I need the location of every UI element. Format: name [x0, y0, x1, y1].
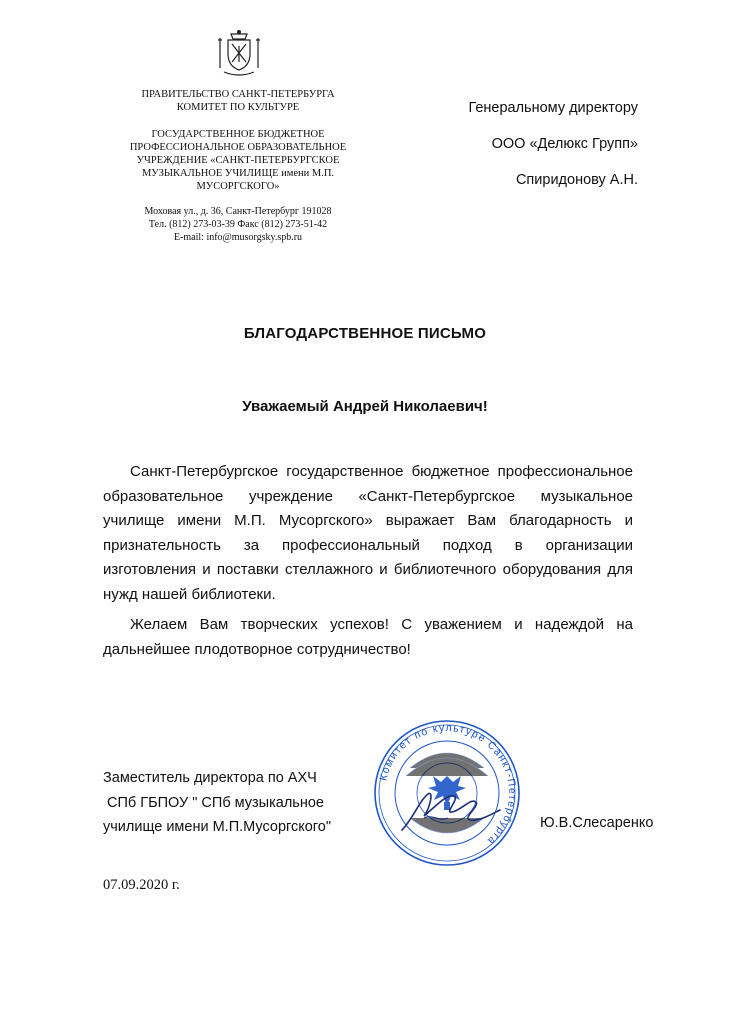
committee-line: КОМИТЕТ ПО КУЛЬТУРЕ [176, 102, 300, 113]
signer-position-line: СПб ГБПОУ " СПб музыкальное [103, 794, 324, 811]
letter-date: 07.09.2020 г. [103, 877, 180, 893]
signer-position-line: училище имени М.П.Мусоргского" [103, 819, 331, 835]
official-stamp [372, 718, 522, 868]
institution-line: УЧРЕЖДЕНИЕ «САНКТ-ПЕТЕРБУРГСКОЕ [136, 155, 340, 166]
institution-line: ПРОФЕССИОНАЛЬНОЕ ОБРАЗОВАТЕЛЬНОЕ [129, 142, 347, 153]
greeting: Уважаемый Андрей Николаевич! [242, 398, 488, 415]
addressee-company: ООО «Делюкс Групп» [491, 136, 638, 152]
body-paragraph: Желаем Вам творческих успехов! С уважением и надеждой на дальнейшее плодотворное сотрудничество! [103, 616, 633, 658]
letter-title: БЛАГОДАРСТВЕННОЕ ПИСЬМО [243, 325, 487, 342]
government-header [118, 88, 358, 114]
postal-address: Моховая ул., д. 36, Санкт-Петербург 191028 [144, 206, 332, 217]
institution-line: МУЗЫКАЛЬНОЕ УЧИЛИЩЕ имени М.П. [141, 168, 335, 179]
signer-name: Ю.В.Слесаренко [540, 815, 654, 831]
contact-block [118, 205, 358, 244]
email-address: E-mail: info@musorgsky.spb.ru [173, 232, 303, 243]
institution-line: ГОСУДАРСТВЕННОЕ БЮДЖЕТНОЕ [151, 129, 325, 140]
signer-position-line: Заместитель директора по АХЧ [103, 770, 317, 786]
addressee-name: Спиридонову А.Н. [515, 172, 638, 188]
phone-fax: Тел. (812) 273-03-39 Факс (812) 273-51-42 [148, 219, 328, 230]
institution-line: МУСОРГСКОГО» [196, 181, 280, 192]
signer-position [103, 766, 363, 840]
body-paragraph: Санкт-Петербургское государственное бюджетное профессиональное образовательное учреждение «Санкт-Петербургское музыкальное училище имени М.П. Мусоргского» выражает Вам благодарность и признательность за профессиональный подход в организации изготовления и поставки стеллажного и библиотечного оборудования для нужд нашей библиотеки. [103, 463, 633, 603]
government-line: ПРАВИТЕЛЬСТВО САНКТ-ПЕТЕРБУРГА [141, 89, 335, 100]
institution-header [118, 128, 358, 193]
svg-text:Комитет по культуре Санкт-Пете: Комитет по культуре Санкт-Петербурга [377, 721, 519, 848]
spb-coat-of-arms-icon [214, 28, 264, 78]
addressee-position: Генеральному директору [468, 100, 638, 116]
